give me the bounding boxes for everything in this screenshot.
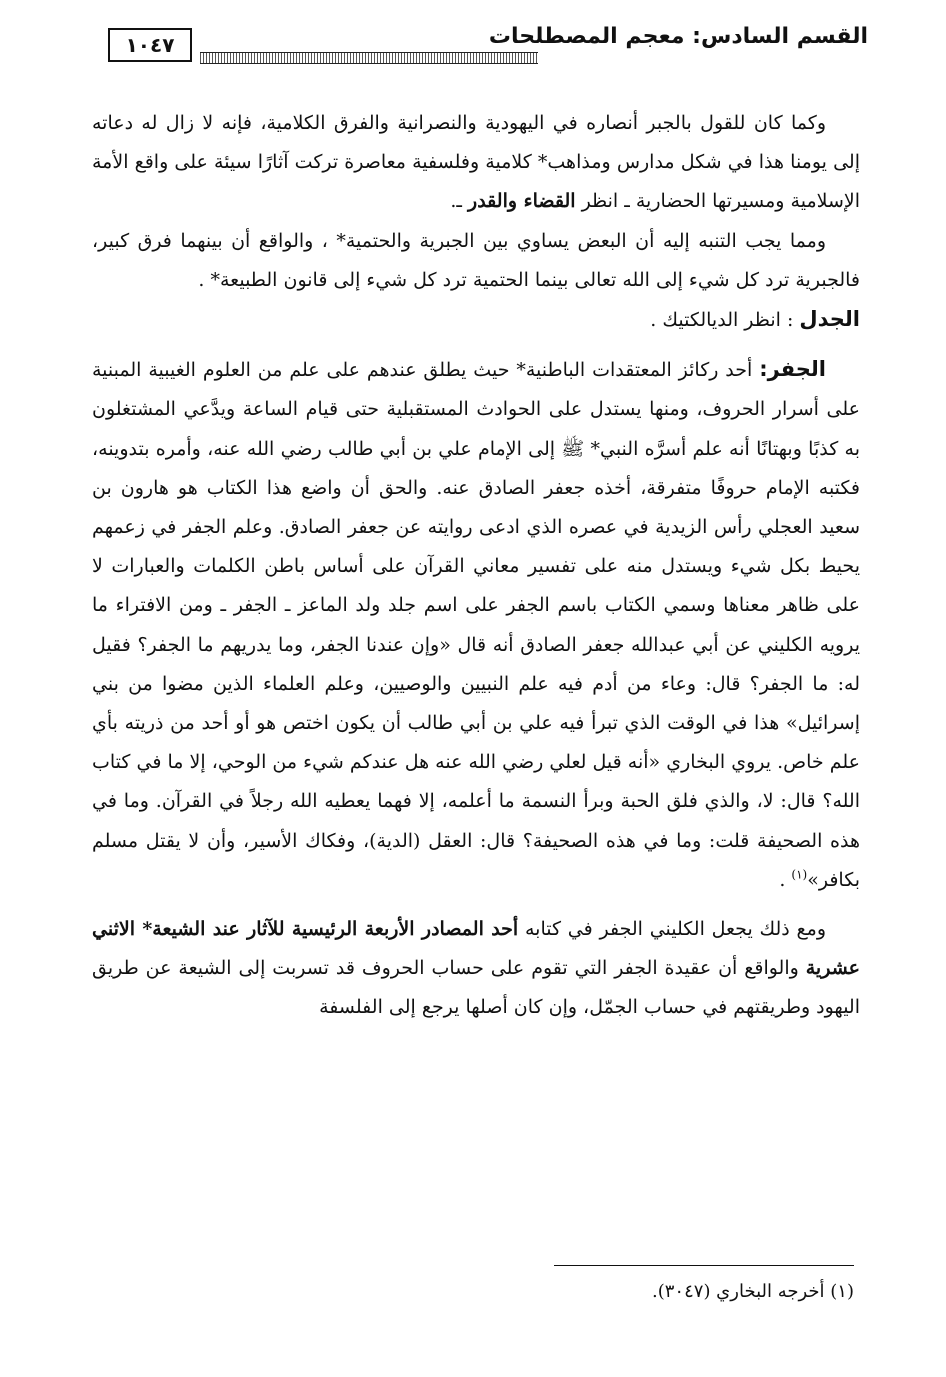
paragraph-end: . bbox=[779, 868, 792, 891]
paragraph-text: وكما كان للقول بالجبر أنصاره في اليهودية والنصرانية والفرق الكلامية، فإنه لا زال له دعاته إلى يومنا هذا في شكل مدارس ومذاهب* كلامية وفلسفية معاصرة تركت آثارًا سيئة على واقع الأمة الإسلامية ومسيرتها الحضارية ـ انظر bbox=[92, 112, 860, 213]
paragraph-kulayni-jafr bbox=[92, 910, 860, 1028]
paragraph-jabr-supporters bbox=[92, 104, 860, 222]
paragraph-end: ـ. bbox=[450, 190, 462, 213]
entry-text: : انظر الديالكتيك . bbox=[650, 309, 794, 332]
entry-term: الجفر: bbox=[759, 357, 826, 382]
paragraph-end: والواقع أن عقيدة الجفر التي تقوم على حساب الحروف قد تسربت إلى الشيعة عن طريق اليهود وطريقتهم في حساب الجمّل، وإن كان أصلها يرجع إلى الفلسفة bbox=[92, 957, 860, 1019]
entry-jadal bbox=[92, 300, 860, 340]
footnote-divider bbox=[554, 1265, 854, 1266]
paragraph-text: ومع ذلك يجعل الكليني الجفر في كتابه bbox=[524, 918, 826, 941]
entry-text: أحد ركائز المعتقدات الباطنية* حيث يطلق عندهم على علم من العلوم الغيبية المبنية على أسرار الحروف، ومنها يستدل على الحوادث المستقبلية حتى قيام الساعة ويدَّعي المشتغلون به كذبًا وبهتانًا أنه علم أسرَّه النبي* ﷺ إلى الإمام علي بن أبي طالب رضي الله عنه، وأمره بتدوينه، فكتبه الإمام حروفًا متفرقة، أخذه جعفر الصادق عنه. والحق أن واضع هذا الكتاب هو هارون بن سعيد العجلي رأس الزيدية في عصره الذي ادعى روايته عن جعفر الصادق. وعلم الجفر في زعمهم يحيط بكل شيء ويستدل منه على تفسير معاني القرآن على أساس باطن الكلمات والعبارات لا على ظاهر معناها وسمي الكتاب باسم الجفر على اسم جلد ولد الماعز ـ الجفر ـ ومن الافتراء ما يرويه الكليني عن أبي عبدالله جعفر الصادق أنه قال «وإن عندنا الجفر، وما يدريهم ما الجفر؟ فقيل له: ما الجفر؟ قال: وعاء من أدم فيه علم النبيين والوصيين، وعلم العلماء الذين مضوا من بني إسرائيل» هذا في الوقت الذي تبرأ فيه علي بن أبي طالب أن يكون اختص هو أو أحد من ذريته بأي علم خاص. يروي البخاري «أنه قيل لعلي رضي الله عنه هل عندكم شيء من الوحي، إلا ما في كتاب الله؟ قال: لا، والذي فلق الحبة وبرأ النسمة ما أعلمه، إلا فهما يعطيه الله رجلاً في القرآن. وما في هذه الصحيفة قلت: وما في هذه الصحيفة؟ قال: العقل (الدية)، وفكاك الأسير، وأن لا يقتل مسلم بكافر» bbox=[92, 359, 861, 891]
header-rule bbox=[200, 52, 538, 64]
entry-jafr bbox=[92, 350, 860, 900]
main-text bbox=[92, 104, 860, 1028]
footnote-1: (١) أخرجه البخاري (٣٠٤٧). bbox=[652, 1281, 854, 1302]
page-number: ١٠٤٧ bbox=[108, 28, 192, 62]
section-title: القسم السادس: معجم المصطلحات bbox=[488, 24, 868, 49]
paragraph-text: ومما يجب التنبه إليه أن البعض يساوي بين الجبرية والحتمية* ، والواقع أن بينهما فرق كبير، فالجبرية ترد كل شيء إلى الله تعالى بينما الحتمية ترد كل شيء إلى قانون الطبيعة* . bbox=[92, 229, 860, 291]
bold-phrase: أحد المصادر الأربعة الرئيسية للآثار عند الشيعة* الاثني عشرية bbox=[92, 918, 860, 980]
page-header bbox=[108, 22, 868, 68]
entry-term: الجدل bbox=[799, 307, 860, 332]
paragraph-jabr-determinism bbox=[92, 222, 860, 300]
cross-reference: القضاء والقدر bbox=[468, 190, 576, 213]
footnote-mark: (١) bbox=[791, 867, 808, 882]
